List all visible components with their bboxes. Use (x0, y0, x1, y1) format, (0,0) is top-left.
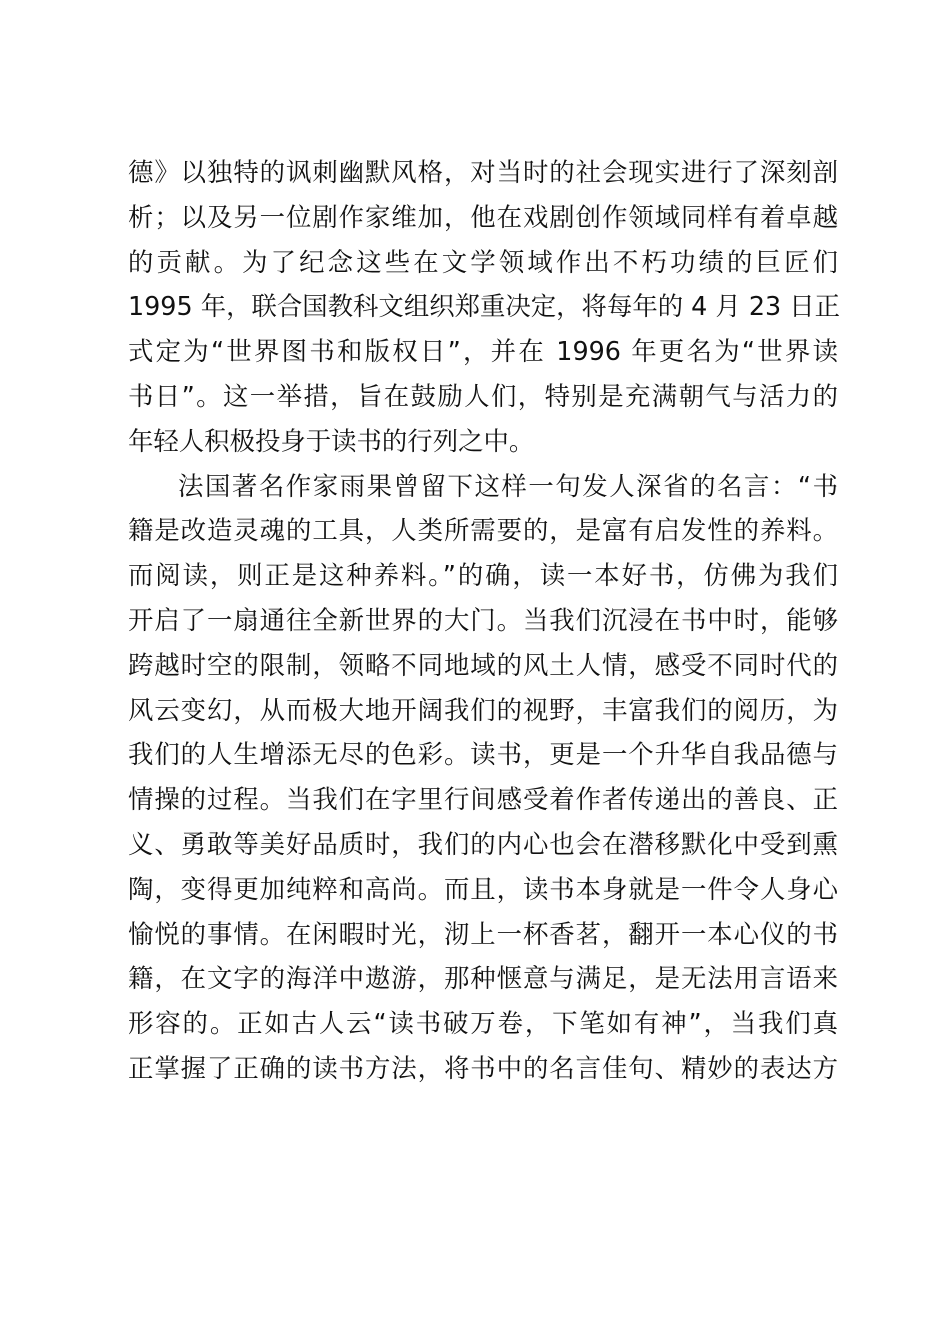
text-line: 跨越时空的限制，领略不同地域的风土人情，感受不同时代的 (128, 649, 838, 680)
text-line: 1995 年，联合国教科文组织郑重决定，将每年的 4 月 23 日正 (128, 291, 841, 322)
text-line: 籍，在文字的海洋中遨游，那种惬意与满足，是无法用言语来 (128, 963, 838, 994)
text-line: 而阅读，则正是这种养料。”的确，读一本好书，仿佛为我们 (128, 560, 838, 591)
text-line: 书日”。这一举措，旨在鼓励人们，特别是充满朝气与活力的 (128, 380, 838, 411)
text-line: 愉悦的事情。在闲暇时光，沏上一杯香茗，翻开一本心仪的书 (128, 918, 838, 949)
text-line: 正掌握了正确的读书方法，将书中的名言佳句、精妙的表达方 (128, 1052, 838, 1083)
text-line: 德》以独特的讽刺幽默风格，对当时的社会现实进行了深刻剖 (128, 157, 838, 187)
paragraph-2 (128, 464, 838, 1091)
text-line: 形容的。正如古人云“读书破万卷，下笔如有神”，当我们真 (128, 1008, 838, 1039)
text-line: 年轻人积极投身于读书的行列之中。 (128, 425, 535, 456)
text-line: 风云变幻，从而极大地开阔我们的视野，丰富我们的阅历，为 (128, 694, 838, 725)
text-line: 我们的人生增添无尽的色彩。读书，更是一个升华自我品德与 (128, 739, 838, 770)
text-line: 籍是改造灵魂的工具，人类所需要的，是富有启发性的养料。 (128, 515, 838, 546)
text-line: 开启了一扇通往全新世界的大门。当我们沉浸在书中时，能够 (128, 604, 838, 635)
text-line: 式定为“世界图书和版权日”，并在 1996 年更名为“世界读 (128, 336, 838, 367)
text-line: 析；以及另一位剧作家维加，他在戏剧创作领域同样有着卓越 (128, 201, 838, 232)
body-text (128, 150, 841, 1091)
text-line: 义、勇敢等美好品质时，我们的内心也会在潜移默化中受到熏 (128, 828, 838, 859)
text-line: 的贡献。为了纪念这些在文学领域作出不朽功绩的巨匠们 (128, 246, 838, 277)
paragraph-1 (128, 150, 841, 464)
text-line: 陶，变得更加纯粹和高尚。而且，读书本身就是一件令人身心 (128, 873, 838, 904)
text-line: 情操的过程。当我们在字里行间感受着作者传递出的善良、正 (128, 784, 838, 815)
text-line: 法国著名作家雨果曾留下这样一句发人深省的名言：“书 (178, 470, 838, 501)
